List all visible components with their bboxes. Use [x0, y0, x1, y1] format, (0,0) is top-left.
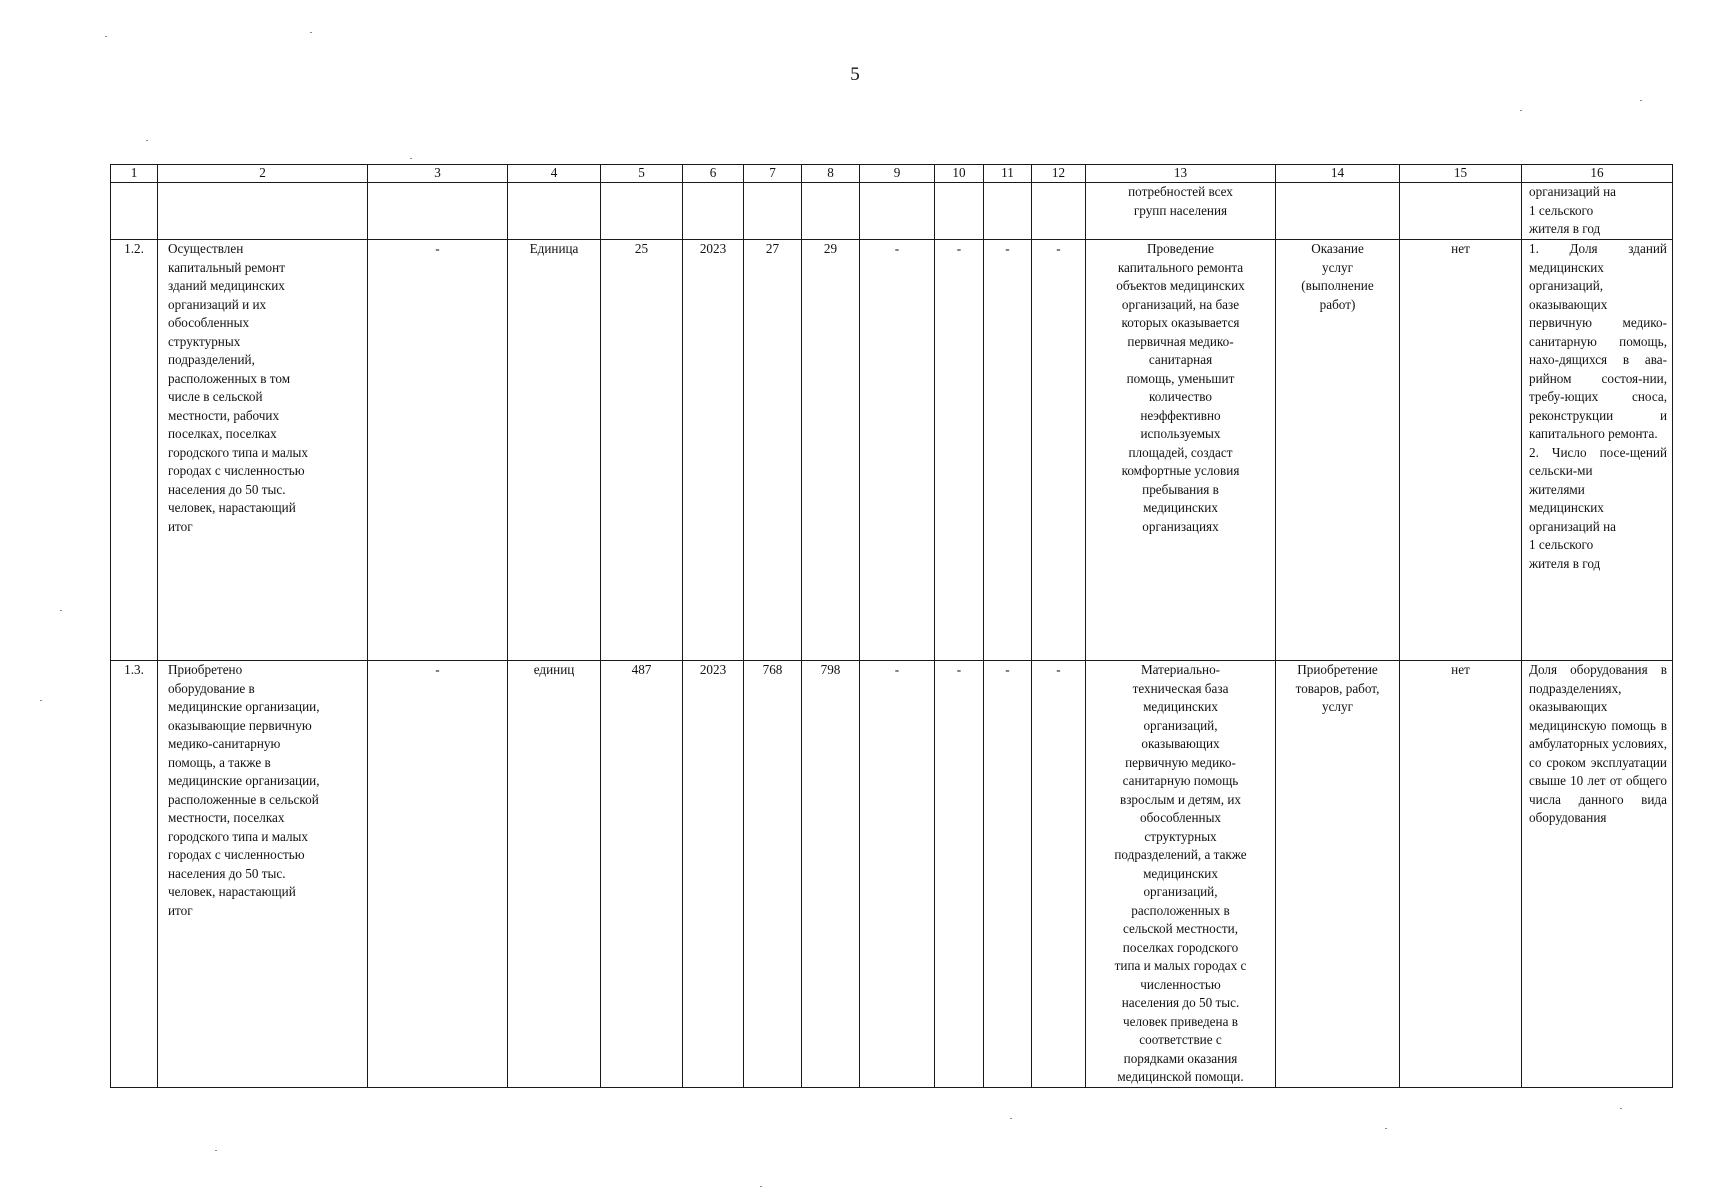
value-col11: - [984, 661, 1032, 1088]
scan-speck [215, 1150, 217, 1151]
base-value: 487 [601, 661, 683, 1088]
value-col12: - [1032, 661, 1086, 1088]
column-header: 16 [1522, 165, 1673, 183]
table-row [111, 240, 1673, 661]
column-header: 11 [984, 165, 1032, 183]
scan-speck [1010, 1118, 1012, 1119]
column-header: 12 [1032, 165, 1086, 183]
page-number: 5 [850, 64, 860, 85]
continuation-row [111, 183, 1673, 240]
value-col9: - [860, 240, 935, 661]
value-col12: - [1032, 240, 1086, 661]
result-description: Материально- техническая база медицинских организаций, оказывающих первичную медико- санитарную помощь взрослым и детям, их обособленных структурных подразделений, а также медицинских организаций, расположенных в сельской местности, поселках городского типа и малых городах с численностью населения до 50 тыс. человек приведена в соответствие с порядками оказания медицинской помощи. [1086, 661, 1276, 1088]
column-header: 5 [601, 165, 683, 183]
indicators-table [110, 164, 1673, 1088]
result-name: Приобретено оборудование в медицинские организации, оказывающие первичную медико-санитарную помощь, а также в медицинские организации, расположенные в сельской местности, поселках городского типа и малых городах с численностью населения до 50 тыс. человек, нарастающий итог [158, 661, 368, 1088]
column-header: 3 [368, 165, 508, 183]
value-col8: 29 [802, 240, 860, 661]
scan-speck [410, 158, 412, 159]
scan-speck [760, 1186, 762, 1187]
result-type: Приобретение товаров, работ, услуг [1276, 661, 1400, 1088]
unit-of-measure: единиц [508, 661, 601, 1088]
base-year: 2023 [683, 240, 744, 661]
column-header: 15 [1400, 165, 1522, 183]
result-type: Оказание услуг (выполнение работ) [1276, 240, 1400, 661]
scan-speck [1620, 1108, 1622, 1109]
column-header: 8 [802, 165, 860, 183]
scan-speck [105, 36, 107, 37]
value-col9: - [860, 661, 935, 1088]
column-header: 7 [744, 165, 802, 183]
linked-indicator: 1. Доля зданий медицинских организаций, оказывающих первичную медико-санитарную помощь, нахо-дящихся в ава-рийном состоя-нии, требу-ющих сноса, реконструкции и капитального ремонта. 2. Число посе-щений сельски-ми жителями медицинских организаций на 1 сельского жителя в год [1522, 240, 1673, 661]
value-col15: нет [1400, 240, 1522, 661]
column-header: 1 [111, 165, 158, 183]
column-header: 4 [508, 165, 601, 183]
column-number-header-row [111, 165, 1673, 183]
column-header: 14 [1276, 165, 1400, 183]
column-header: 13 [1086, 165, 1276, 183]
scan-speck [1520, 110, 1522, 111]
scan-speck [40, 700, 42, 701]
value-col15: нет [1400, 661, 1522, 1088]
continuation-indicator: организаций на 1 сельского жителя в год [1522, 183, 1673, 240]
base-year: 2023 [683, 661, 744, 1088]
base-value: 25 [601, 240, 683, 661]
scan-speck [310, 32, 312, 33]
value-col7: 27 [744, 240, 802, 661]
scan-speck [146, 140, 148, 141]
value-col10: - [935, 661, 984, 1088]
column-header: 2 [158, 165, 368, 183]
column-header: 9 [860, 165, 935, 183]
value-col8: 798 [802, 661, 860, 1088]
row-number: 1.3. [111, 661, 158, 1088]
result-name: Осуществлен капитальный ремонт зданий медицинских организаций и их обособленных структурных подразделений, расположенных в том числе в сельской местности, рабочих поселках, поселках городского типа и малых городах с численностью населения до 50 тыс. человек, нарастающий итог [158, 240, 368, 661]
cell-col3: - [368, 240, 508, 661]
cell-col3: - [368, 661, 508, 1088]
scan-speck [60, 610, 62, 611]
row-number: 1.2. [111, 240, 158, 661]
unit-of-measure: Единица [508, 240, 601, 661]
value-col11: - [984, 240, 1032, 661]
column-header: 6 [683, 165, 744, 183]
value-col7: 768 [744, 661, 802, 1088]
linked-indicator: Доля оборудования в подразделениях, оказывающих медицинскую помощь в амбулаторных условиях, со сроком эксплуатации свыше 10 лет от общего числа данного вида оборудования [1522, 661, 1673, 1088]
value-col10: - [935, 240, 984, 661]
scan-speck [1640, 100, 1642, 101]
result-description: Проведение капитального ремонта объектов медицинских организаций, на базе которых оказывается первичная медико- санитарная помощь, уменьшит количество неэффективно используемых площадей, создаст комфортные условия пребывания в медицинских организациях [1086, 240, 1276, 661]
continuation-description: потребностей всех групп населения [1086, 183, 1276, 240]
table-row [111, 661, 1673, 1088]
column-header: 10 [935, 165, 984, 183]
scan-speck [1385, 1128, 1387, 1129]
